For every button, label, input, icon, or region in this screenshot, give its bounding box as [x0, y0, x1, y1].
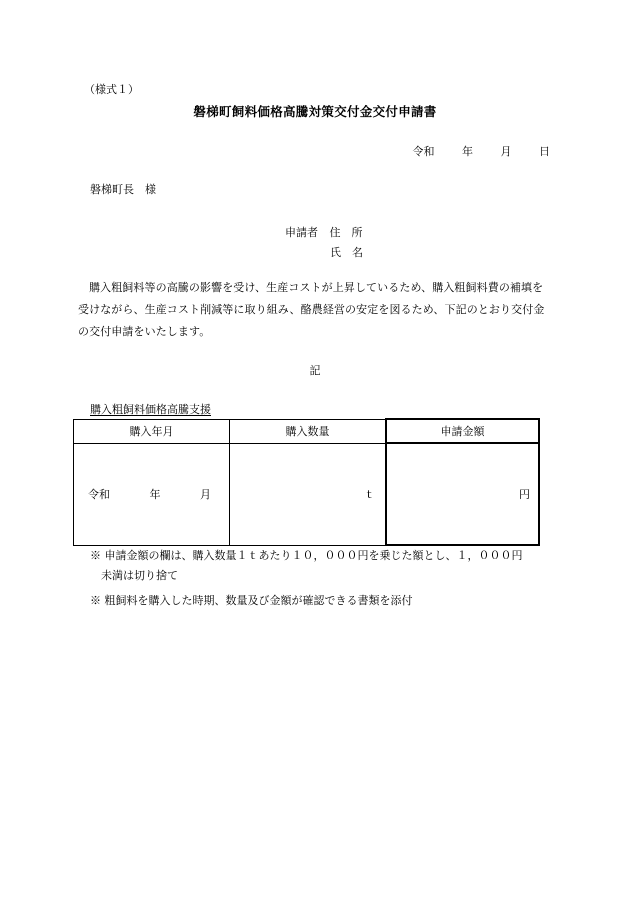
- cell-year: 年: [149, 488, 161, 501]
- amount-unit: 円: [519, 488, 530, 501]
- address-label: 住 所: [329, 226, 363, 239]
- cell-month: 月: [200, 488, 211, 501]
- table-header-row: [74, 419, 540, 443]
- note-2: ※ 粗飼料を購入した時期、数量及び金額が確認できる書類を添付: [90, 594, 413, 607]
- note-1-line-1: ※ 申請金額の欄は、購入数量１ｔあたり１０，０００円を乗じた額とし、１，０００円: [90, 549, 523, 562]
- cell-era: 令和: [88, 488, 110, 501]
- purchase-quantity-cell[interactable]: [230, 443, 387, 545]
- date-era: 令和: [412, 145, 435, 158]
- header-purchase-quantity: 購入数量: [230, 419, 387, 443]
- header-purchase-month: 購入年月: [74, 419, 230, 443]
- addressee: 磐梯町長 様: [90, 183, 156, 196]
- table-row: [74, 443, 540, 545]
- date-day: 日: [539, 145, 550, 158]
- document-title: 磐梯町飼料価格高騰対策交付金交付申請書: [193, 104, 437, 119]
- applicant-block: [285, 223, 363, 263]
- quantity-unit: ｔ: [364, 488, 375, 501]
- section-title: 購入粗飼料価格高騰支援: [90, 403, 211, 416]
- date-year: 年: [462, 145, 473, 158]
- ki-heading: 記: [309, 364, 321, 377]
- header-application-amount: 申請金額: [386, 419, 539, 443]
- name-label: 氏 名: [330, 246, 363, 259]
- application-table: [73, 418, 540, 546]
- applicant-role: 申請者: [285, 226, 318, 239]
- date-month: 月: [500, 145, 512, 158]
- application-body-text: 購入粗飼料等の高騰の影響を受け、生産コストが上昇しているため、購入粗飼料費の補填を受けながら、生産コスト削減等に取り組み、酪農経営の安定を図るため、下記のとおり交付金の交付申請をいたします。: [78, 281, 545, 338]
- note-1-line-2: 未満は切り捨て: [101, 569, 178, 582]
- notes-block: [90, 546, 523, 611]
- application-amount-cell[interactable]: [386, 443, 539, 545]
- purchase-month-cell[interactable]: [74, 443, 230, 545]
- application-date: [407, 143, 551, 159]
- form-number-label: （様式１）: [84, 83, 139, 96]
